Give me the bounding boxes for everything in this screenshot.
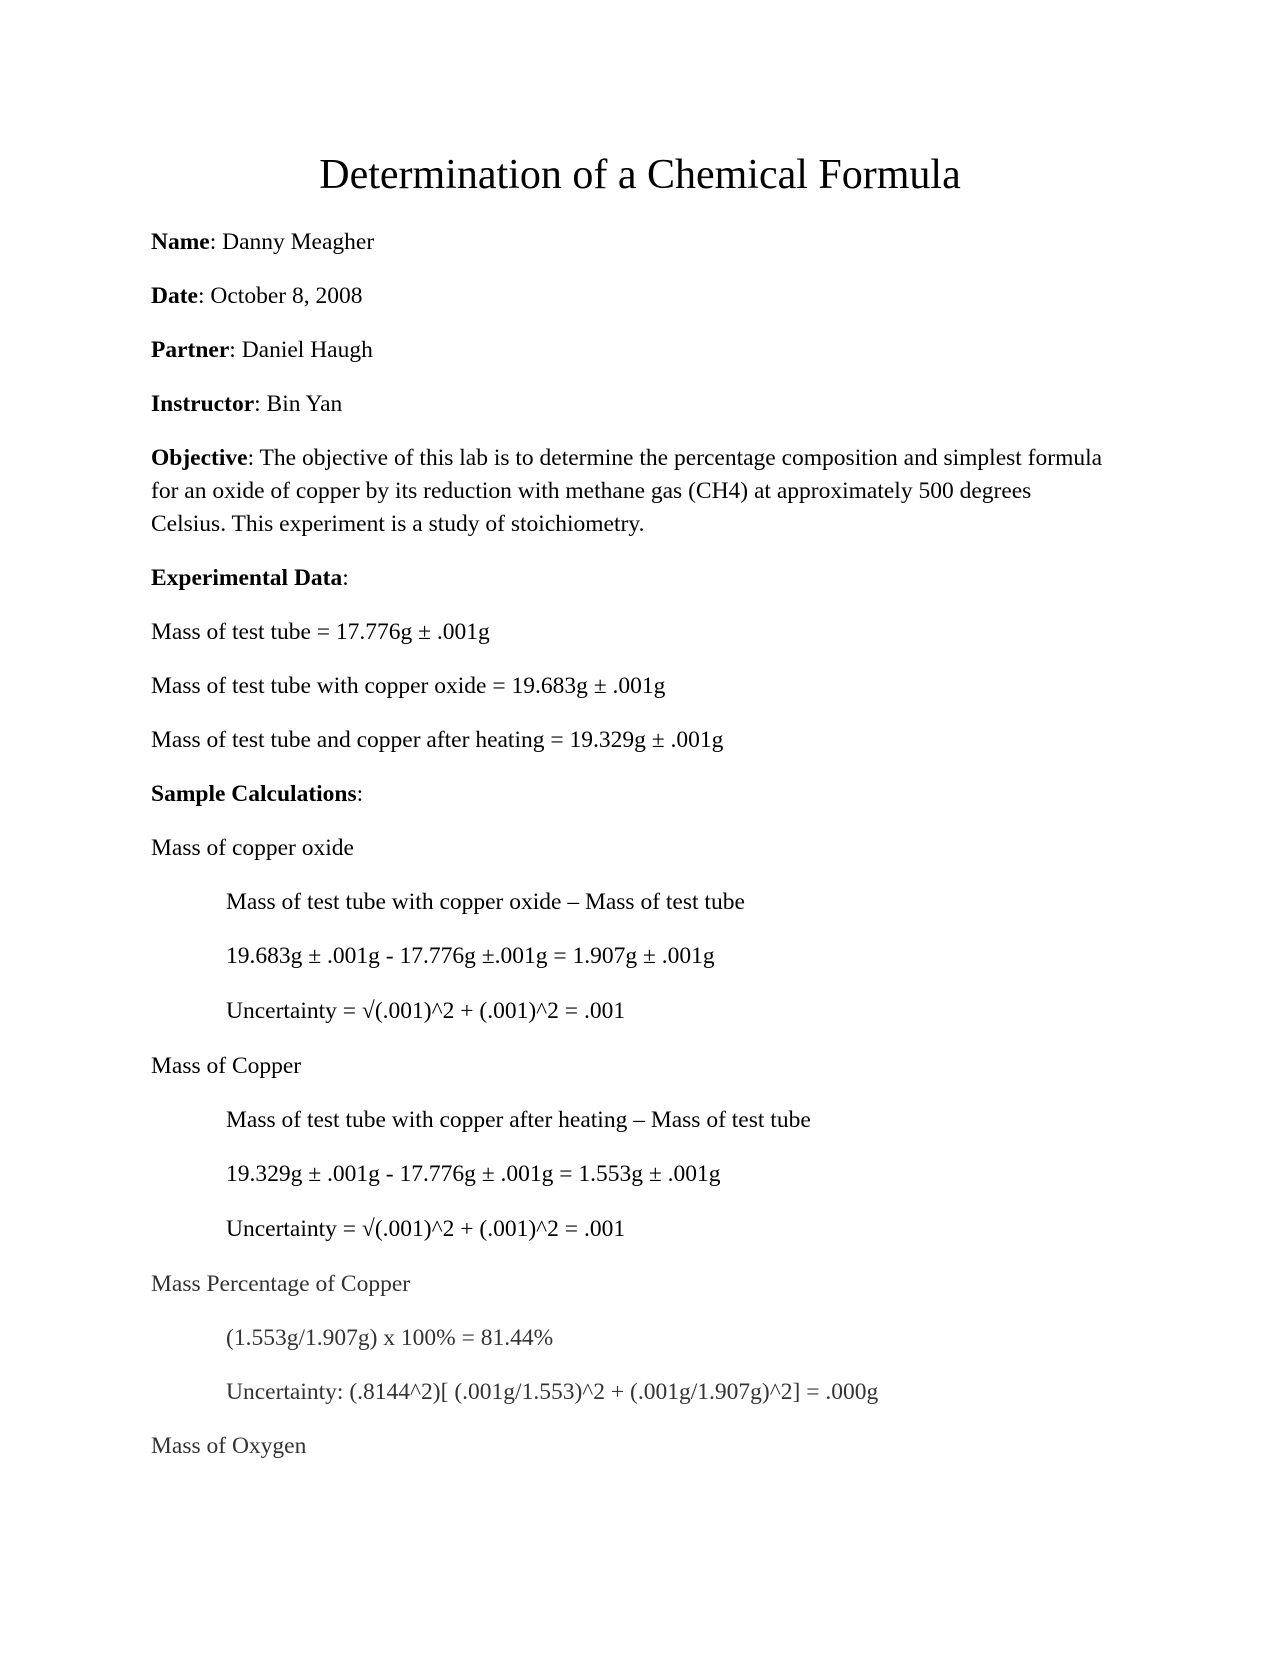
date-value: : October 8, 2008 [197,283,363,309]
experimental-data-colon: : [342,565,349,591]
instructor-value: : Bin Yan [254,391,343,417]
data-line-after-heating: Mass of test tube and copper after heating = 19.329g ± .001g [151,727,724,753]
copper-oxide-calc: 19.683g ± .001g - 17.776g ±.001g = 1.907g ± .001g [226,943,715,969]
copper-calc: 19.329g ± .001g - 17.776g ± .001g = 1.553g ± .001g [226,1161,721,1187]
partner-field [151,334,373,367]
copper-uncertainty: Uncertainty = √(.001)^2 + (.001)^2 = .001 [226,1216,626,1242]
percentage-uncertainty: Uncertainty: (.8144^2)[ (.001g/1.553)^2 + (.001g/1.907g)^2] = .000g [226,1379,879,1405]
objective-text: : The objective of this lab is to determine the percentage composition and simplest formula for an oxide of copper by its reduction with methane gas (CH4) at approximately 500 degrees Celsius. This experiment is a study of stoichiometry. [151,445,1103,537]
percentage-heading: Mass Percentage of Copper [151,1271,411,1297]
copper-oxide-uncertainty: Uncertainty = √(.001)^2 + (.001)^2 = .001 [226,998,626,1024]
copper-heading: Mass of Copper [151,1053,302,1079]
page-title: Determination of a Chemical Formula [319,152,961,198]
experimental-data-label: Experimental Data [151,565,343,591]
date-field [151,280,362,313]
name-label: Name [151,229,210,255]
sample-calculations-label: Sample Calculations [151,781,357,807]
percentage-calc: (1.553g/1.907g) x 100% = 81.44% [226,1325,554,1351]
objective-label: Objective [151,445,248,471]
objective-paragraph [151,442,1111,541]
data-line-test-tube: Mass of test tube = 17.776g ± .001g [151,619,490,645]
name-field [151,226,374,259]
sample-calculations-heading [151,778,363,811]
oxygen-heading: Mass of Oxygen [151,1433,307,1459]
date-label: Date [151,283,198,309]
copper-oxide-heading: Mass of copper oxide [151,835,354,861]
instructor-label: Instructor [151,391,255,417]
data-line-with-copper-oxide: Mass of test tube with copper oxide = 19.683g ± .001g [151,673,666,699]
copper-formula: Mass of test tube with copper after heating – Mass of test tube [226,1107,811,1133]
sample-calculations-colon: : [356,781,364,807]
instructor-field [151,388,342,421]
experimental-data-heading [151,562,349,595]
copper-oxide-formula: Mass of test tube with copper oxide – Mass of test tube [226,889,745,915]
name-value: : Danny Meagher [209,229,375,255]
partner-label: Partner [151,337,230,363]
partner-value: : Daniel Haugh [229,337,373,363]
